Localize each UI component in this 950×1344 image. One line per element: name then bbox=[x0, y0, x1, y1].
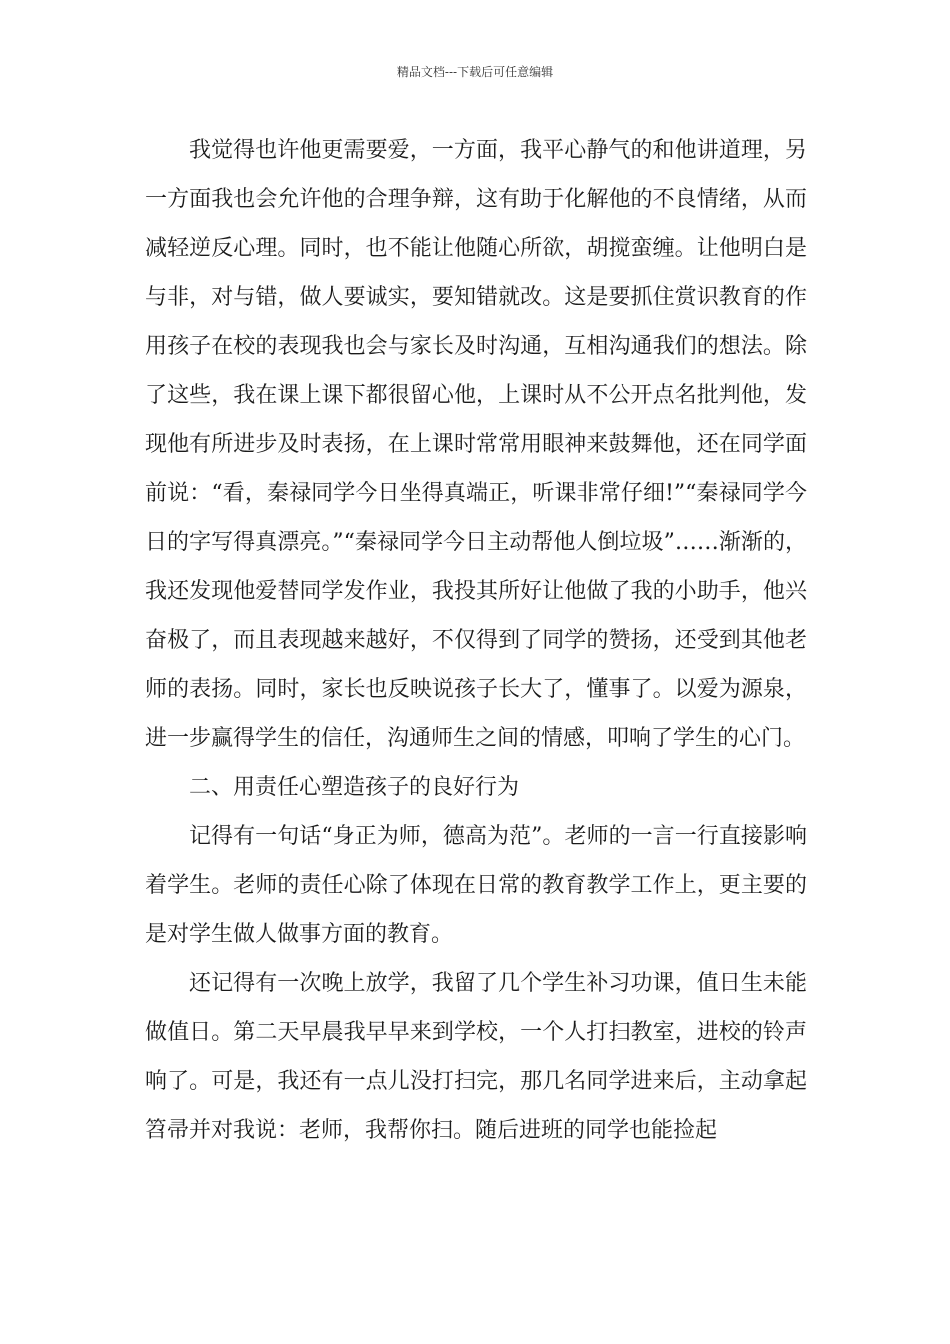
page-header: 精品文档---下载后可任意编辑 bbox=[396, 65, 554, 79]
document-body bbox=[145, 126, 807, 1155]
paragraph-love-education: 我觉得也许他更需要爱，一方面，我平心静气的和他讲道理，另一方面我也会允许他的合理争辩，这有助于化解他的不良情绪，从而减轻逆反心理。同时，也不能让他随心所欲，胡搅蛮缠。让他明白是与非，对与错，做人要诚实，要知错就改。这是要抓住赏识教育的作用孩子在校的表现我也会与家长及时沟通，互相沟通我们的想法。除了这些，我在课上课下都很留心他，上课时从不公开点名批判他，发现他有所进步及时表扬，在上课时常常用眼神来鼓舞他，还在同学面前说：“看，秦禄同学今日坐得真端正，听课非常仔细!”“秦禄同学今日的字写得真漂亮。”“秦禄同学今日主动帮他人倒垃圾”……渐渐的，我还发现他爱替同学发作业，我投其所好让他做了我的小助手，他兴奋极了，而且表现越来越好，不仅得到了同学的赞扬，还受到其他老师的表扬。同时，家长也反映说孩子长大了，懂事了。以爱为源泉，进一步赢得学生的信任，沟通师生之间的情感，叩响了学生的心门。 bbox=[145, 138, 807, 751]
paragraph-cleaning-story: 还记得有一次晚上放学，我留了几个学生补习功课，值日生未能做值日。第二天早晨我早早来到学校，一个人打扫教室，进校的铃声响了。可是，我还有一点儿没打扫完，那几名同学进来后，主动拿起笤帚并对我说：老师，我帮你扫。随后进班的同学也能捡起 bbox=[145, 971, 807, 1143]
section-heading: 二、用责任心塑造孩子的良好行为 bbox=[189, 775, 520, 800]
paragraph-teacher-responsibility: 记得有一句话“身正为师，德高为范”。老师的一言一行直接影响着学生。老师的责任心除了体现在日常的教育教学工作上，更主要的是对学生做人做事方面的教育。 bbox=[145, 824, 807, 947]
